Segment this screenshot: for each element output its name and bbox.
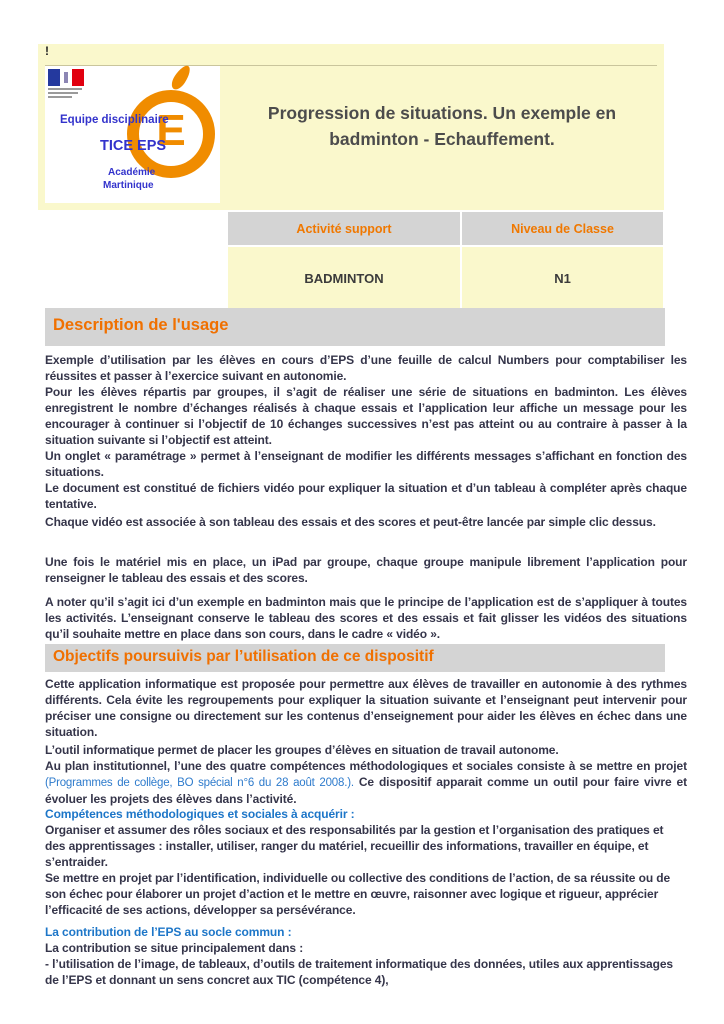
info-table-header-row [228, 212, 663, 245]
info-table [228, 212, 663, 309]
niveau-value: N1 [462, 247, 663, 309]
exclamation-mark: ! [45, 44, 49, 58]
obj-paragraph-3-after: Ce dispositif apparait comme un outil pour faire vivre et évoluer les projets des élèves dans l’activité. [45, 775, 687, 806]
bo-link[interactable]: (Programmes de collège, BO spécial n°6 du 28 août 2008.). [45, 777, 354, 789]
section-bar-description [45, 308, 665, 346]
logo-equipe-label: Equipe disciplinaire [60, 114, 169, 126]
logo-martinique-label: Martinique [103, 180, 154, 191]
obj-paragraph-4: Organiser et assumer des rôles sociaux et des responsabilités par la gestion et l’organisation des pratiques et des apprentissages : installer, utiliser, ranger du matériel, recueillir des informations, travailler en équipe, et s’entraider. [45, 823, 664, 869]
obj-paragraph-6: La contribution se situe principalement dans : [45, 941, 304, 955]
desc-paragraph-1: Exemple d’utilisation par les élèves en cours d’EPS d’une feuille de calcul Numbers pour comptabiliser les réussites et passer à l’exercice suivant en autonomie. [45, 353, 687, 383]
obj-paragraph-5: Se mettre en projet par l’identification, individuelle ou collective des conditions de l’action, de sa réussite ou de son échec pour élaborer un projet d’action et le mettre en œuvre, raisonner avec logique et rigueur, apprécier l’efficacité de ses actions, développer sa persévérance. [45, 871, 671, 917]
academy-e-accent-icon [169, 63, 194, 92]
obj-paragraph-2: L’outil informatique permet de placer les groupes d’élèves en situation de travail autonome. [45, 743, 559, 757]
niveau-classe-header: Niveau de Classe [462, 212, 663, 245]
obj-paragraph-1: Cette application informatique est proposée pour permettre aux élèves de travailler en autonomie à des rythmes différents. Cela évite les regroupements pour expliquer la situation suivante et l’enseignant peut intervenir pour préciser une consigne ou directement sur les contenus d’enseignement pour aider les élèves en échec dans une situation. [45, 677, 687, 739]
section-heading-description: Description de l'usage [53, 316, 229, 334]
academy-logo [45, 66, 220, 203]
logo-academie-label: Académie [108, 167, 156, 178]
desc-paragraph-7: A noter qu’il s’agit ici d’un exemple en badminton mais que le principe de l’application est de s’appliquer à toutes les activités. L’enseignant conserve le tableau des scores et des essais et fait glisser les vidéos des situations qu’il souhaite mettre en place dans son cours, dans le cadre « vidéo ». [45, 595, 687, 641]
desc-paragraph-4: Le document est constitué de fichiers vidéo pour expliquer la situation et d’un tableau à compléter après chaque tentative. [45, 481, 687, 511]
obj-paragraph-3 [45, 758, 687, 807]
logo-tice-eps-label: TICE EPS [100, 138, 167, 154]
subheading-socle-commun: La contribution de l’EPS au socle commun : [45, 925, 292, 939]
desc-paragraph-6: Une fois le matériel mis en place, un iPad par groupe, chaque groupe manipule librement l’application pour renseigner le tableau des essais et des scores. [45, 555, 687, 585]
info-table-value-row [228, 247, 663, 309]
activity-value: BADMINTON [228, 247, 460, 309]
obj-paragraph-7: - l’utilisation de l’image, de tableaux, d’outils de traitement informatique des données, utiles aux apprentissages de l’EPS et donnant un sens concret aux TIC (compétence 4), [45, 957, 673, 987]
subheading-competences: Compétences méthodologiques et sociales à acquérir : [45, 807, 355, 821]
desc-paragraph-5: Chaque vidéo est associée à son tableau des essais et des scores et peut-être lancée par simple clic dessus. [45, 515, 656, 529]
flag-caption-lines [48, 88, 82, 100]
page-title: Progression de situations. Un exemple en badminton - Echauffement. [267, 103, 617, 149]
desc-paragraph-2: Pour les élèves répartis par groupes, il s’agit de réaliser une série de situations en badminton. Les élèves enregistrent le nombre d’échanges réalisés à chaque essais et l’application leur affiche un message pour les encourager à continuer si l’objectif de 10 échanges successives n’est pas atteint ou au contraire à passer à la situation suivante si l’objectif est atteint. [45, 385, 687, 447]
header-banner [38, 44, 664, 210]
section-bar-objectifs [45, 644, 665, 672]
desc-paragraph-3: Un onglet « paramétrage » permet à l’enseignant de modifier les différents messages s’affichant en fonction des situations. [45, 449, 687, 479]
french-flag-icon [48, 69, 84, 86]
section-heading-objectifs: Objectifs poursuivis par l’utilisation de ce dispositif [53, 648, 434, 665]
activity-support-header: Activité support [228, 212, 460, 245]
academy-e-circle-icon [127, 90, 215, 178]
obj-paragraph-3-before: Au plan institutionnel, l’une des quatre compétences méthodologiques et sociales consiste à se mettre en projet [45, 759, 687, 773]
academy-e-letter: E [156, 106, 186, 155]
